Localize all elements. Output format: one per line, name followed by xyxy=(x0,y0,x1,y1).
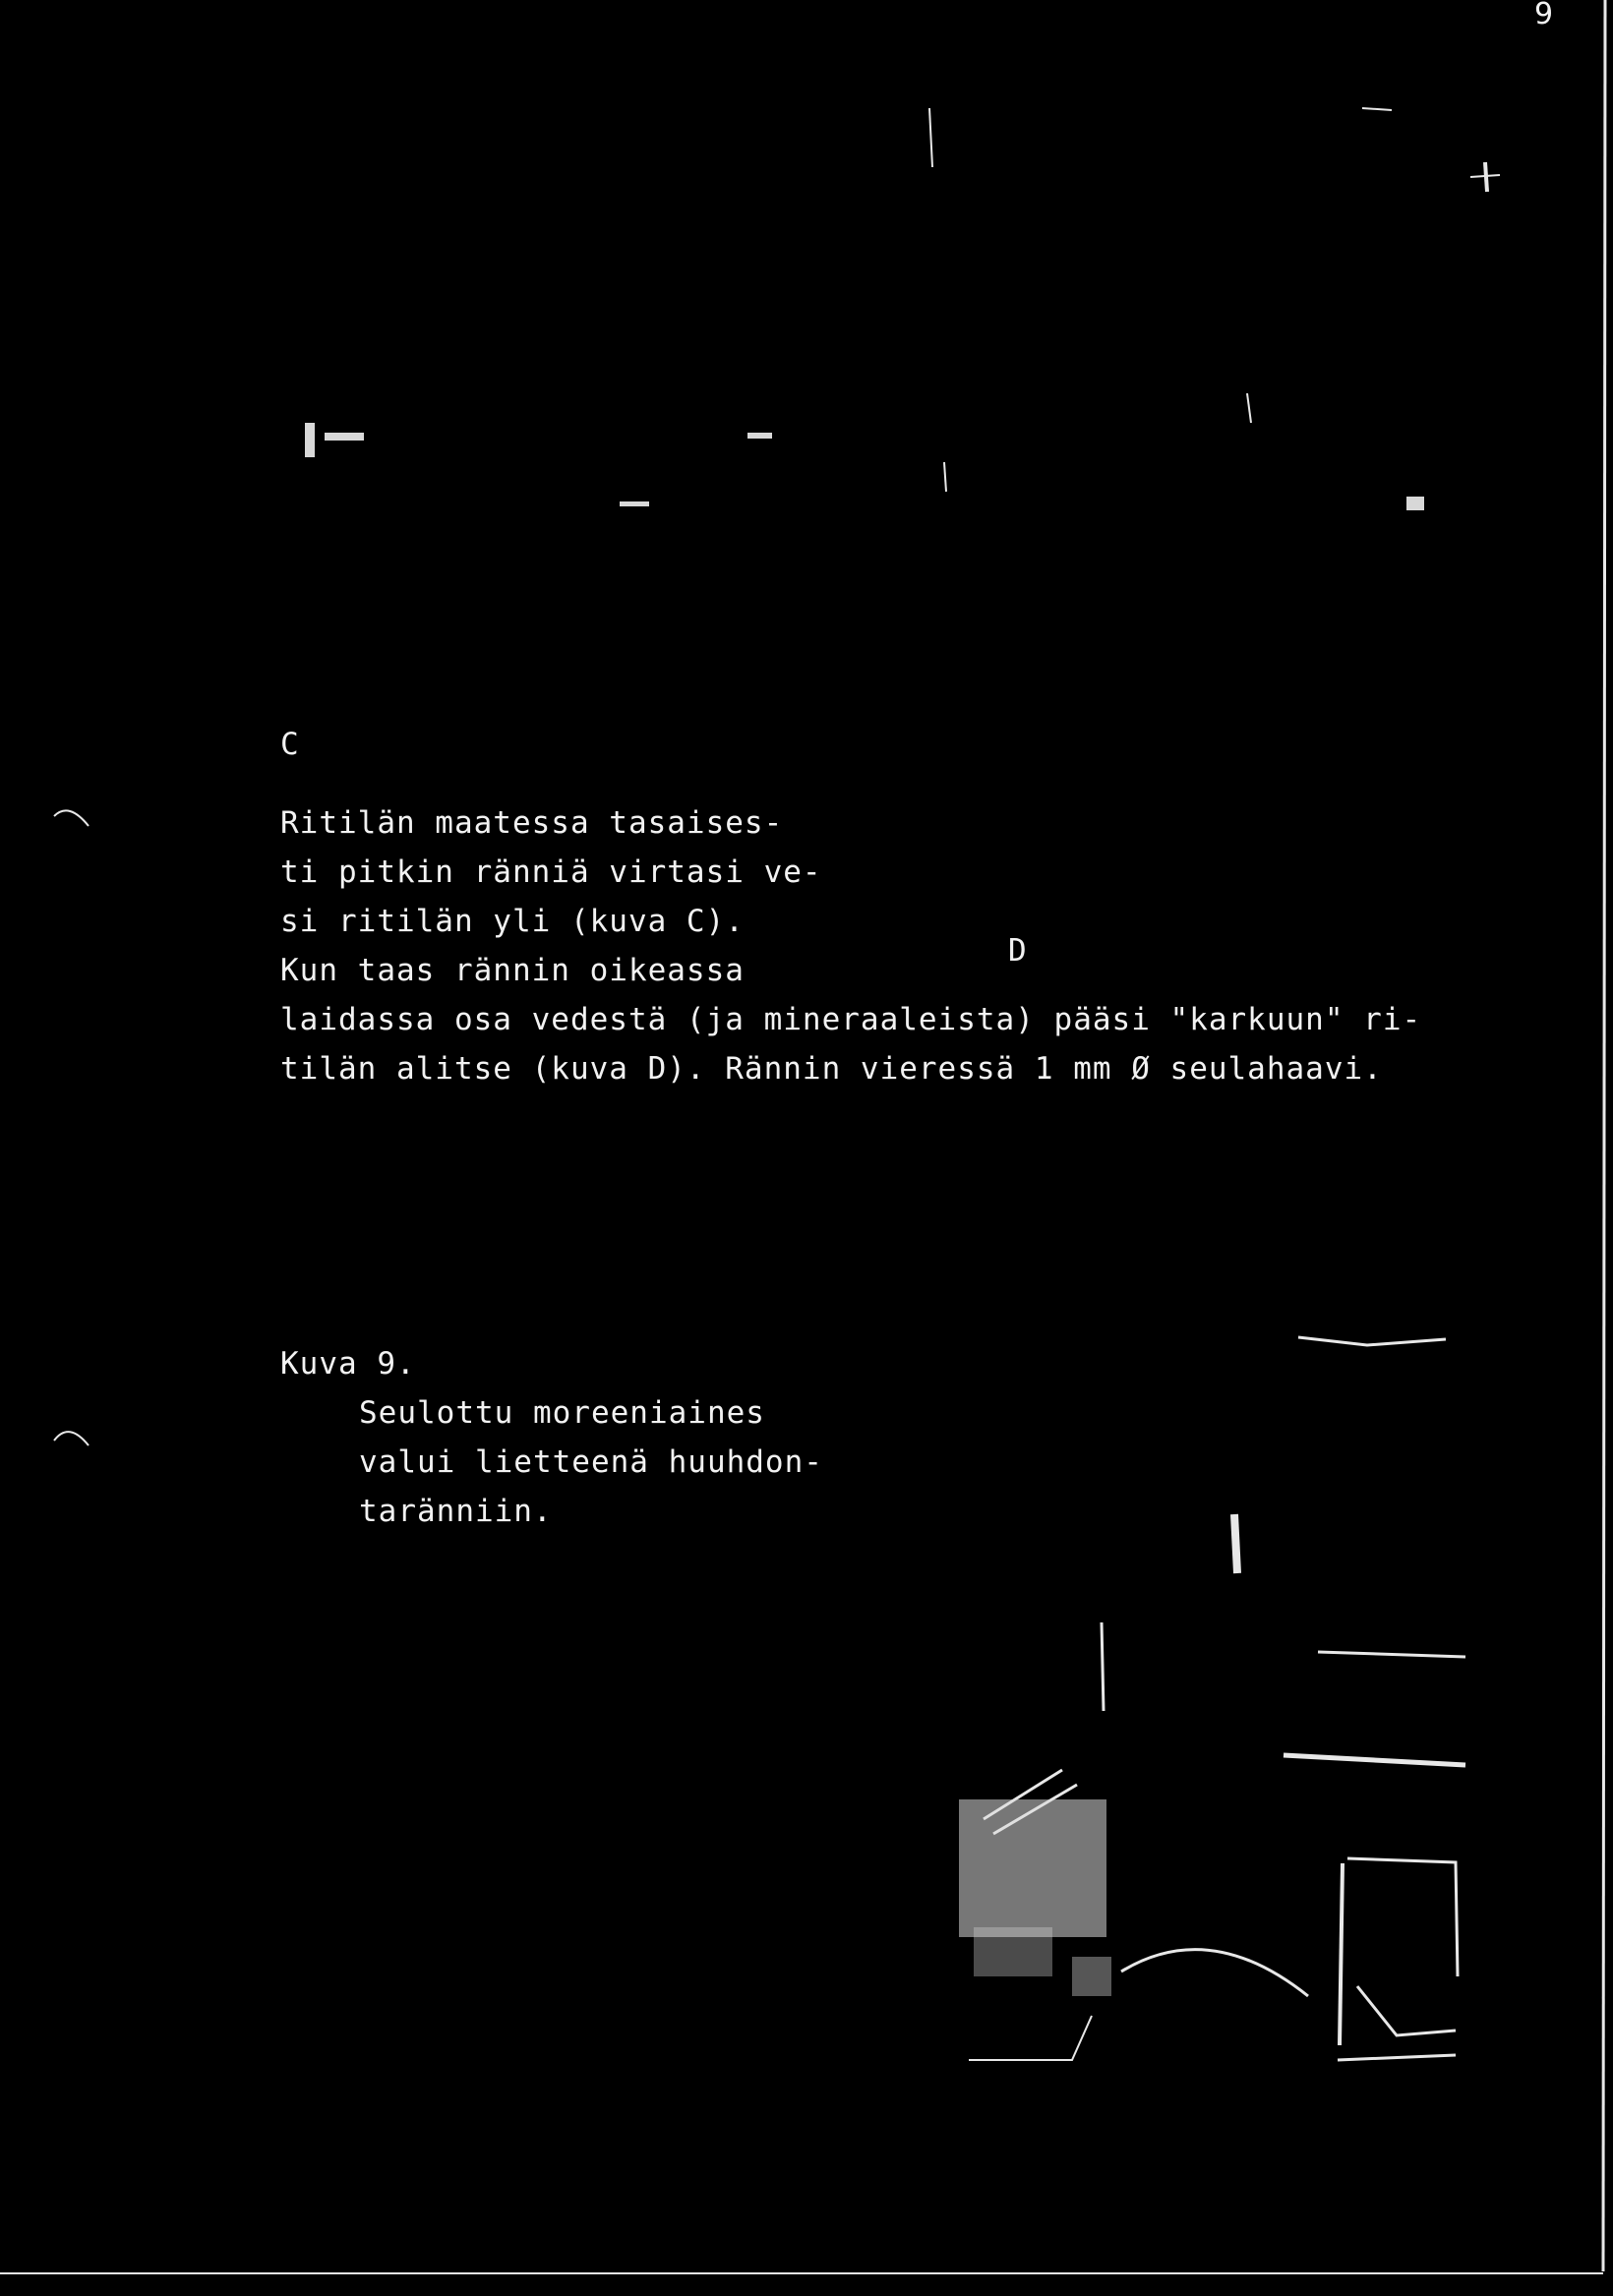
caption-line-1: Seulottu moreeniaines xyxy=(359,1395,765,1431)
caption-line-3: taränniin. xyxy=(359,1494,553,1529)
figure-d-label: D xyxy=(1008,933,1028,969)
body-line-6: tilän alitse (kuva D). Rännin vieressä 1 mm Ø seulahaavi. xyxy=(280,1051,1383,1087)
caption-line-2: valui lietteenä huuhdon- xyxy=(359,1444,823,1480)
body-line-2: ti pitkin ränniä virtasi ve- xyxy=(280,854,822,890)
body-line-4: Kun taas rännin oikeassa xyxy=(280,953,745,988)
page-number: 9 xyxy=(1534,0,1555,31)
caption-title: Kuva 9. xyxy=(280,1346,416,1382)
body-line-5: laidassa osa vedestä (ja mineraaleista) pääsi "karkuun" ri- xyxy=(280,1002,1422,1037)
body-line-3: si ritilän yli (kuva C). xyxy=(280,904,745,939)
figure-c-label: C xyxy=(280,727,300,762)
body-line-1: Ritilän maatessa tasaises- xyxy=(280,805,784,841)
